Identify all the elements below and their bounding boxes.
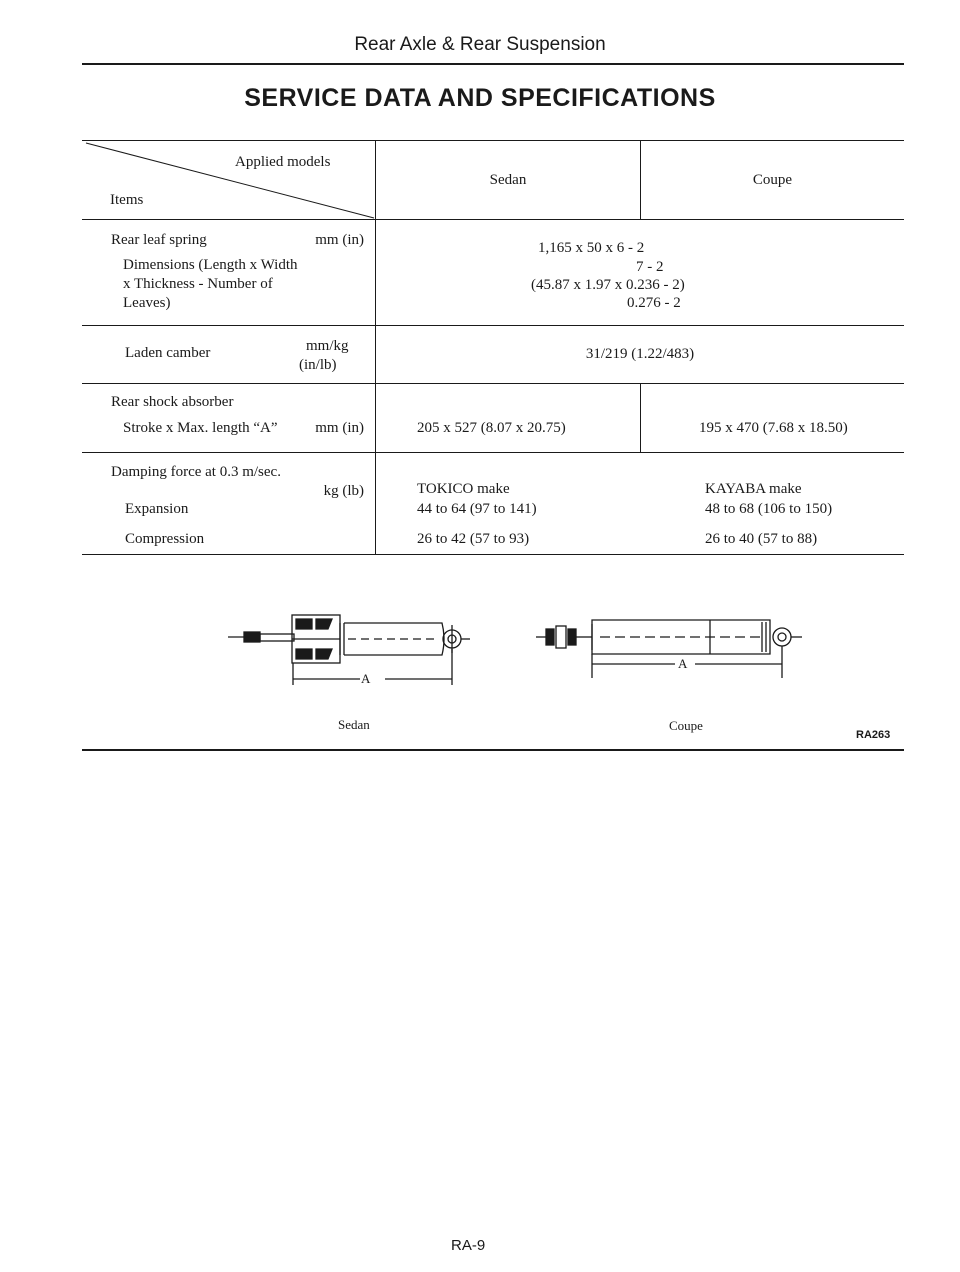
cell-value-sedan: 44 to 64 (97 to 141) [417,501,537,517]
page-number: RA-9 [451,1237,486,1254]
row-label: Damping force at 0.3 m/sec. [111,464,281,480]
figure-reference: RA263 [856,729,891,741]
cell-value-coupe: KAYABA make [705,481,802,497]
column-header-coupe: Coupe [752,172,793,188]
table-rule [82,325,904,326]
coupe-shock-absorber-drawing [530,610,810,685]
row-label: Laden camber [125,345,211,361]
dimension-label: A [361,671,371,686]
figure-caption-sedan: Sedan [338,717,370,732]
cell-value-sedan: 205 x 527 (8.07 x 20.75) [417,420,566,436]
sedan-shock-absorber-drawing [220,605,480,690]
cell-value-coupe: 26 to 40 (57 to 88) [705,531,818,547]
row-sub-label: Compression [125,531,205,547]
corner-applied-models: Applied models [235,154,331,170]
row-sub-label: x Thickness - Number of [123,276,273,292]
page-title: SERVICE DATA AND SPECIFICATIONS [244,84,716,112]
row-unit: (in/lb) [299,357,337,373]
row-unit: mm (in) [315,420,364,436]
cell-value: 1,165 x 50 x 6 - 2 [538,240,645,256]
row-sub-label: Stroke x Max. length “A” [123,420,278,436]
corner-items: Items [110,192,144,208]
figure-caption-coupe: Coupe [669,718,703,733]
cell-value-sedan: 26 to 42 (57 to 93) [417,531,530,547]
section-header: Rear Axle & Rear Suspension [354,34,606,55]
table-col-divider [640,383,641,452]
row-unit: kg (lb) [323,483,364,499]
cell-value-coupe: 195 x 470 (7.68 x 18.50) [699,420,848,436]
dimension-label: A [678,656,688,671]
row-sub-label: Dimensions (Length x Width [123,257,298,273]
column-header-sedan: Sedan [489,172,527,188]
row-sub-label: Leaves) [123,295,171,311]
row-sub-label: Expansion [125,501,189,517]
row-label: Rear leaf spring [111,232,207,248]
table-rule [82,452,904,453]
cell-value: 0.276 - 2 [627,295,681,311]
cell-value: 31/219 (1.22/483) [585,346,695,362]
table-rule [82,383,904,384]
cell-value: 7 - 2 [636,259,664,275]
row-unit: mm/kg [306,338,349,354]
row-label: Rear shock absorber [111,394,234,410]
row-unit: mm (in) [315,232,364,248]
cell-value-sedan: TOKICO make [417,481,510,497]
table-rule-bottom [82,554,904,555]
cell-value: (45.87 x 1.97 x 0.236 - 2) [531,277,685,293]
cell-value-coupe: 48 to 68 (106 to 150) [705,501,833,517]
figure-rule [82,749,904,751]
header-rule [82,63,904,65]
